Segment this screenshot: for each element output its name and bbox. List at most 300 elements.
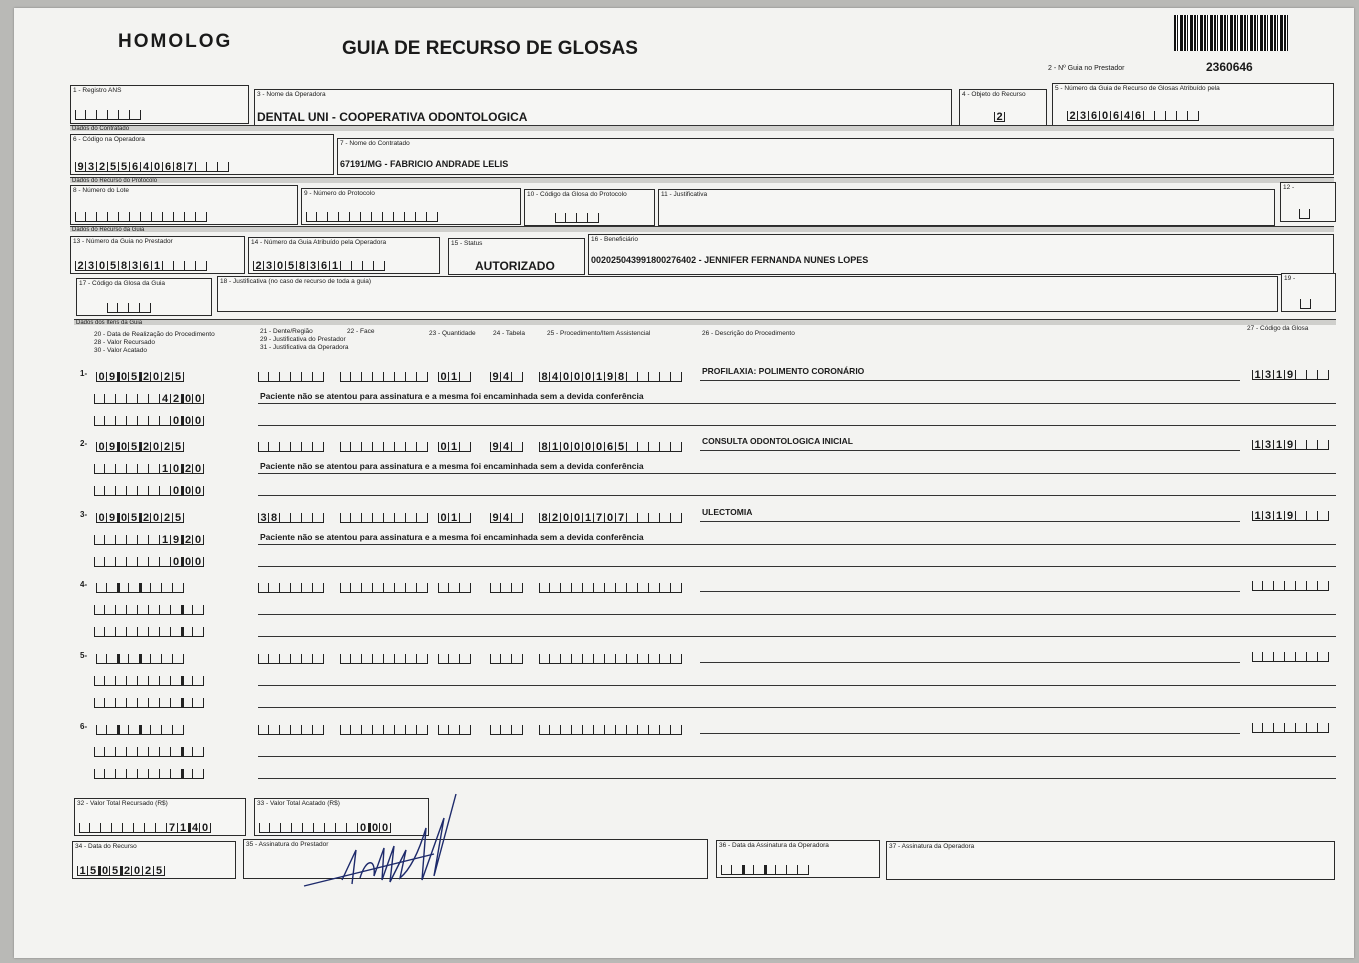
digit-cell: 5	[108, 261, 119, 271]
digit-cell	[1318, 370, 1329, 380]
item-face	[340, 650, 428, 664]
digit-cell	[438, 725, 449, 735]
digit-cell	[127, 557, 138, 567]
digit-cell	[149, 486, 160, 496]
digit-cell	[363, 261, 374, 271]
digit-cell	[313, 513, 324, 523]
item-date	[96, 579, 184, 593]
page-title: GUIA DE RECURSO DE GLOSAS	[342, 38, 638, 59]
digit-cell	[116, 627, 127, 637]
digit-cell	[118, 583, 129, 593]
digit-cell	[638, 654, 649, 664]
digit-cell	[395, 725, 406, 735]
digit-cell	[406, 513, 417, 523]
item-face	[340, 721, 428, 735]
digit-cell	[127, 676, 138, 686]
digit-cell	[138, 676, 149, 686]
item-valor-acatado	[94, 482, 204, 496]
label: 17 - Código da Glosa da Guia	[79, 280, 165, 287]
digit-cells	[1299, 205, 1310, 219]
digit-cells	[77, 862, 165, 876]
digit-cell: 5	[88, 866, 99, 876]
digit-cell	[269, 442, 280, 452]
digit-cell: 9	[605, 372, 616, 382]
digit-cell	[539, 725, 550, 735]
digit-cell: 1	[330, 261, 341, 271]
digit-cell	[417, 725, 428, 735]
digit-cell	[501, 654, 512, 664]
digit-cell: 4	[550, 372, 561, 382]
digit-cell	[627, 372, 638, 382]
label: 3 - Nome da Operadora	[257, 91, 326, 98]
label: 14 - Número da Guia Atribuído pela Operadora	[251, 239, 387, 246]
digit-cell	[182, 747, 193, 757]
digit-cell	[218, 162, 229, 172]
just-op-line	[258, 495, 1336, 496]
digit-cell	[776, 865, 787, 875]
digit-cell: 9	[1285, 511, 1296, 521]
digit-cell: 4	[189, 823, 200, 833]
digit-cell	[182, 769, 193, 779]
digit-cell: 3	[1263, 440, 1274, 450]
desc-line	[700, 521, 1240, 522]
label: 1 - Registro ANS	[73, 87, 122, 94]
digit-cell	[116, 394, 127, 404]
digit-cell	[339, 212, 350, 222]
digit-cell	[258, 654, 269, 664]
field-12	[1280, 182, 1336, 222]
digit-cell	[638, 583, 649, 593]
section-recurso-guia: Dados do Recurso da Guia	[70, 226, 1334, 232]
digit-cell	[1274, 723, 1285, 733]
digit-cell	[101, 823, 112, 833]
item-tabela	[490, 509, 523, 523]
digit-cell	[171, 747, 182, 757]
digit-cell	[134, 823, 145, 833]
col-header-dente: 21 - Dente/Região 29 - Justificativa do Prestador 31 - Justificativa da Operadora	[260, 328, 349, 351]
field-justificativa-guia	[217, 276, 1278, 312]
digit-cells	[75, 106, 141, 120]
digit-cell	[1263, 581, 1274, 591]
digit-cell	[605, 583, 616, 593]
digit-cell: 0	[171, 557, 182, 567]
digit-cell	[127, 486, 138, 496]
digit-cell	[406, 442, 417, 452]
item-dente	[258, 721, 324, 735]
digit-cell	[1296, 581, 1307, 591]
digit-cell	[75, 212, 86, 222]
digit-cell	[417, 372, 428, 382]
item-quantidade	[438, 368, 471, 382]
digit-cell	[1263, 723, 1274, 733]
field-codigo-glosa-guia	[76, 278, 212, 316]
digit-cell: 5	[110, 866, 121, 876]
digit-cell: 9	[107, 442, 118, 452]
digit-cell	[193, 769, 204, 779]
digit-cell: 0	[151, 442, 162, 452]
digit-cell: 3	[130, 261, 141, 271]
digit-cell	[138, 698, 149, 708]
field-numero-lote	[70, 185, 298, 225]
digit-cell	[406, 654, 417, 664]
digit-cell: 0	[182, 557, 193, 567]
digit-cell: 0	[561, 513, 572, 523]
section-recurso-protocolo: Dados do Recurso do Protocolo	[70, 177, 1334, 183]
digit-cell	[174, 212, 185, 222]
item-valor-acatado	[94, 694, 204, 708]
digit-cell: 0	[572, 442, 583, 452]
digit-cell: 3	[308, 261, 319, 271]
digit-cell	[1155, 111, 1166, 121]
digit-cell: 0	[438, 442, 449, 452]
digit-cell	[649, 372, 660, 382]
digit-cell	[373, 725, 384, 735]
digit-cell	[94, 627, 105, 637]
digit-cell	[127, 416, 138, 426]
digit-cell	[416, 212, 427, 222]
digit-cell	[460, 654, 471, 664]
digit-cell	[313, 583, 324, 593]
digit-cell: 1	[1252, 511, 1263, 521]
digit-cell: 0	[380, 823, 391, 833]
digit-cell: 1	[449, 372, 460, 382]
digit-cell	[138, 747, 149, 757]
digit-cell	[127, 698, 138, 708]
digit-cell: 0	[96, 513, 107, 523]
digit-cell	[149, 627, 160, 637]
field-valor-total-recursado	[74, 798, 246, 836]
digit-cell: 5	[616, 442, 627, 452]
digit-cell	[616, 583, 627, 593]
item-face	[340, 509, 428, 523]
item-procedimento	[539, 721, 682, 735]
digit-cell	[97, 212, 108, 222]
value: 0020250439918002​76402 - JENNIFER FERNANDA NUNES LOPES	[591, 255, 869, 265]
item-quantidade	[438, 438, 471, 452]
digit-cell	[116, 557, 127, 567]
item-tabela	[490, 650, 523, 664]
digit-cell	[340, 513, 351, 523]
digit-cell	[138, 605, 149, 615]
digit-cell	[638, 513, 649, 523]
digit-cell	[160, 486, 171, 496]
item-dente	[258, 650, 324, 664]
digit-cell	[340, 372, 351, 382]
digit-cell	[1285, 652, 1296, 662]
digit-cell	[138, 769, 149, 779]
digit-cell	[1307, 723, 1318, 733]
digit-cell	[94, 557, 105, 567]
digit-cell	[1318, 652, 1329, 662]
digit-cell: 1	[449, 513, 460, 523]
digit-cells	[253, 257, 385, 271]
digit-cell: 2	[182, 464, 193, 474]
col-header-codigo-glosa: 27 - Código da Glosa	[1247, 325, 1309, 332]
digit-cell	[160, 747, 171, 757]
label: 8 - Número do Lote	[73, 187, 130, 194]
digit-cell: 1	[1252, 440, 1263, 450]
digit-cell: 7	[594, 513, 605, 523]
digit-cell: 9	[1285, 440, 1296, 450]
digit-cell	[671, 372, 682, 382]
digit-cell: 2	[162, 513, 173, 523]
digit-cell	[1166, 111, 1177, 121]
digit-cell: 0	[193, 535, 204, 545]
digit-cell	[302, 583, 313, 593]
digit-cell: 9	[107, 372, 118, 382]
field-numero-protocolo	[301, 188, 521, 225]
field-justificativa-protocolo	[658, 189, 1275, 226]
digit-cell	[182, 676, 193, 686]
label: 36 - Data da Assinatura da Operadora	[719, 842, 829, 849]
digit-cells	[555, 209, 599, 223]
digit-cell	[118, 725, 129, 735]
value: 67191/MG - FABRICIO ANDRADE LELIS	[340, 159, 509, 169]
digit-cell: 9	[490, 372, 501, 382]
digit-cell	[94, 535, 105, 545]
digit-cell	[1307, 511, 1318, 521]
digit-cell: 5	[173, 372, 184, 382]
digit-cell: 0	[1100, 111, 1111, 121]
col-header-descricao: 26 - Descrição do Procedimento	[702, 330, 795, 337]
digit-cell	[162, 725, 173, 735]
digit-cell	[127, 747, 138, 757]
digit-cell	[660, 513, 671, 523]
col-header-procedimento: 25 - Procedimento/Item Assistencial	[547, 330, 651, 337]
digit-cell: 0	[193, 464, 204, 474]
desc-line	[700, 450, 1240, 451]
digit-cell	[594, 725, 605, 735]
digit-cell	[395, 583, 406, 593]
digit-cell	[90, 823, 101, 833]
just-op-line	[258, 636, 1336, 637]
digit-cell	[105, 416, 116, 426]
digit-cell	[649, 583, 660, 593]
desc-line	[700, 591, 1240, 592]
digit-cell	[512, 583, 523, 593]
digit-cell	[340, 583, 351, 593]
digit-cell	[671, 583, 682, 593]
digit-cell	[291, 442, 302, 452]
digit-cell	[107, 725, 118, 735]
digit-cell	[130, 212, 141, 222]
digit-cell	[79, 823, 90, 833]
digit-cell	[765, 865, 776, 875]
item-number: 6-	[80, 722, 88, 731]
item-justificativa-prestador: Paciente não se atentou para assinatura e a mesma foi encaminhada sem a devida conferência	[260, 391, 644, 401]
label: 16 - Beneficiário	[591, 236, 638, 243]
field-guia-operadora	[248, 237, 440, 274]
digit-cell	[138, 464, 149, 474]
digit-cell	[671, 442, 682, 452]
digit-cell	[105, 769, 116, 779]
digit-cell	[94, 747, 105, 757]
digit-cell: 8	[174, 162, 185, 172]
digit-cell	[373, 442, 384, 452]
digit-cell: 0	[358, 823, 369, 833]
digit-cell: 2	[97, 162, 108, 172]
digit-cell	[116, 605, 127, 615]
digit-cell	[306, 212, 317, 222]
just-op-line	[258, 778, 1336, 779]
digit-cell	[627, 442, 638, 452]
field-beneficiario	[588, 234, 1334, 275]
label: 7 - Nome do Contratado	[340, 140, 410, 147]
digit-cell	[1144, 111, 1155, 121]
digit-cell: 0	[200, 823, 211, 833]
digit-cell	[384, 513, 395, 523]
col-header-quantidade: 23 - Quantidade	[429, 330, 476, 337]
digit-cell	[1296, 652, 1307, 662]
digit-cell: 1	[152, 261, 163, 271]
digit-cell	[313, 372, 324, 382]
digit-cell	[1318, 581, 1329, 591]
digit-cell	[94, 416, 105, 426]
item-justificativa-prestador: Paciente não se atentou para assinatura e a mesma foi encaminhada sem a devida conferência	[260, 461, 644, 471]
digit-cell: 9	[171, 535, 182, 545]
digit-cell	[302, 513, 313, 523]
digit-cell	[1188, 111, 1199, 121]
digit-cell	[123, 823, 134, 833]
digit-cell	[138, 557, 149, 567]
digit-cell: 0	[438, 372, 449, 382]
just-op-line	[258, 425, 1336, 426]
digit-cell: 0	[152, 162, 163, 172]
digit-cell: 3	[1263, 511, 1274, 521]
item-quantidade	[438, 509, 471, 523]
digit-cell: 6	[1133, 111, 1144, 121]
digit-cell	[171, 605, 182, 615]
digit-cell	[171, 698, 182, 708]
field-guia-prestador	[70, 236, 245, 274]
field-data-recurso	[72, 841, 236, 879]
digit-cell: 0	[583, 442, 594, 452]
digit-cell	[555, 213, 566, 223]
digit-cell	[566, 213, 577, 223]
digit-cell	[616, 725, 627, 735]
digit-cell	[160, 698, 171, 708]
item-tabela	[490, 438, 523, 452]
digit-cell	[512, 654, 523, 664]
digit-cell	[395, 513, 406, 523]
digit-cells	[107, 299, 151, 313]
col-header-data: 20 - Data de Realização do Procedimento 28 - Valor Recursado 30 - Valor Acatado	[94, 331, 215, 354]
digit-cell	[116, 464, 127, 474]
digit-cell: 1	[77, 866, 88, 876]
digit-cell: 1	[160, 535, 171, 545]
item-valor-recursado	[94, 460, 204, 474]
just-line	[258, 756, 1336, 757]
digit-cell: 0	[561, 372, 572, 382]
digit-cell	[151, 654, 162, 664]
digit-cell	[406, 725, 417, 735]
digit-cell	[138, 486, 149, 496]
digit-cell	[280, 725, 291, 735]
digit-cell	[160, 769, 171, 779]
label: 37 - Assinatura da Operadora	[889, 843, 975, 850]
value: AUTORIZADO	[475, 259, 555, 273]
value: DENTAL UNI - COOPERATIVA ODONTOLOGICA	[257, 110, 528, 124]
digit-cell	[362, 654, 373, 664]
digit-cell	[583, 583, 594, 593]
digit-cell	[116, 535, 127, 545]
digit-cell	[140, 654, 151, 664]
digit-cell: 5	[154, 866, 165, 876]
digit-cell	[258, 725, 269, 735]
digit-cell	[280, 372, 291, 382]
digit-cell	[490, 725, 501, 735]
digit-cell: 7	[616, 513, 627, 523]
digit-cell	[572, 654, 583, 664]
digit-cell	[512, 372, 523, 382]
item-date	[96, 509, 184, 523]
digit-cell	[193, 698, 204, 708]
digit-cell	[86, 212, 97, 222]
digit-cell: 5	[173, 442, 184, 452]
section-itens: Dados dos Itens da Guia	[74, 319, 1336, 325]
label: 33 - Valor Total Acatado (R$)	[257, 800, 340, 807]
digit-cell	[156, 823, 167, 833]
digit-cell: 4	[160, 394, 171, 404]
digit-cell	[116, 698, 127, 708]
digit-cell	[438, 583, 449, 593]
digit-cell	[116, 769, 127, 779]
digit-cell	[627, 654, 638, 664]
digit-cell	[280, 513, 291, 523]
digit-cell	[196, 212, 207, 222]
digit-cell	[116, 416, 127, 426]
digit-cell	[281, 823, 292, 833]
digit-cell	[94, 464, 105, 474]
item-procedimento	[539, 579, 682, 593]
item-date	[96, 438, 184, 452]
section-contratado: Dados do Contratado	[70, 125, 1334, 131]
digit-cell: 2	[143, 866, 154, 876]
digit-cell	[291, 654, 302, 664]
digit-cell	[1274, 652, 1285, 662]
item-valor-recursado	[94, 531, 204, 545]
form-sheet	[14, 8, 1354, 958]
digit-cell: 5	[129, 372, 140, 382]
digit-cell	[94, 486, 105, 496]
digit-cell: 8	[119, 261, 130, 271]
digit-cell	[258, 583, 269, 593]
digit-cells	[721, 861, 809, 875]
digit-cell	[118, 654, 129, 664]
digit-cell	[140, 583, 151, 593]
digit-cell	[1307, 370, 1318, 380]
digit-cell: 8	[539, 372, 550, 382]
digit-cell	[269, 583, 280, 593]
label: 15 - Status	[451, 240, 483, 247]
digit-cell	[340, 654, 351, 664]
digit-cell	[660, 725, 671, 735]
digit-cell	[351, 442, 362, 452]
just-op-line	[258, 566, 1336, 567]
digit-cell: 4	[1122, 111, 1133, 121]
digit-cell	[1318, 440, 1329, 450]
item-number: 4-	[80, 580, 88, 589]
col-header-tabela: 24 - Tabela	[493, 330, 526, 337]
item-valor-recursado	[94, 390, 204, 404]
digit-cell: 0	[97, 261, 108, 271]
digit-cell	[427, 212, 438, 222]
just-line	[258, 473, 1336, 474]
digit-cell	[512, 442, 523, 452]
digit-cell	[269, 372, 280, 382]
digit-cell	[193, 747, 204, 757]
digit-cell	[1252, 581, 1263, 591]
